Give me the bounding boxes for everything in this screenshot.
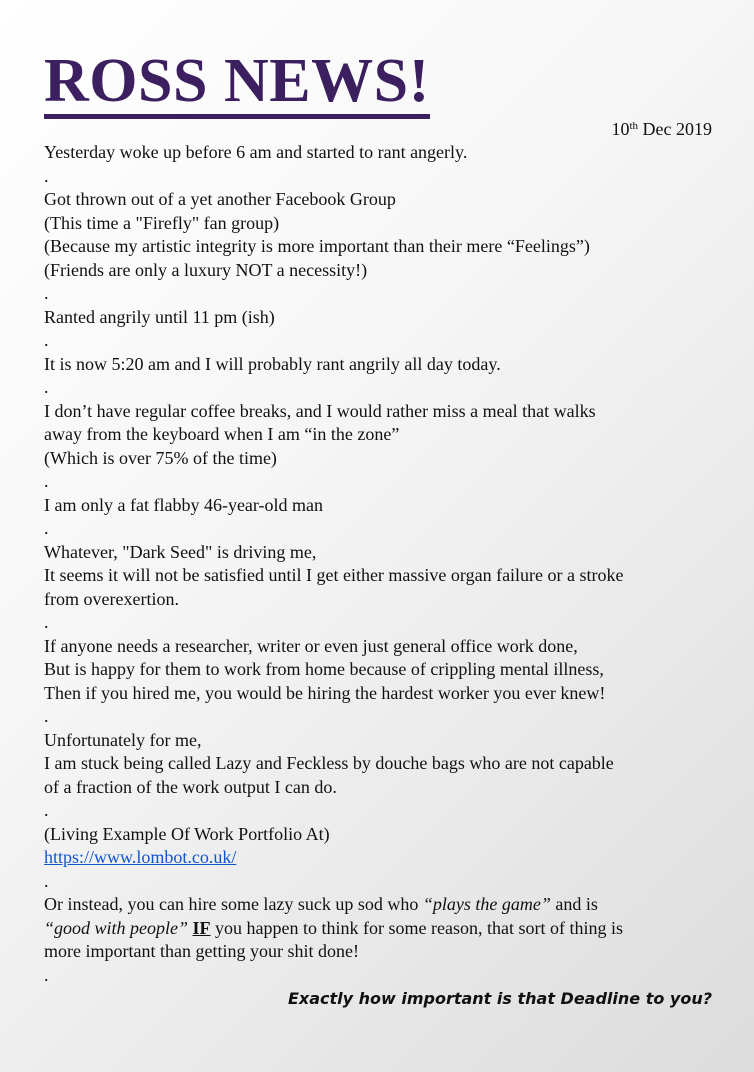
text-line: Unfortunately for me, — [44, 729, 202, 750]
text-line: It seems it will not be satisfied until I get either massive organ failure or a stroke — [44, 565, 624, 585]
text-line — [44, 917, 724, 941]
text-line: of a fraction of the work output I can do. — [44, 776, 337, 797]
text-line: (Living Example Of Work Portfolio At) — [44, 823, 330, 844]
text-line: Ranted angrily until 11 pm (ish) — [44, 306, 275, 327]
italic-quote: “plays the game” — [422, 894, 551, 914]
text-line: It is now 5:20 am and I will probably rant angrily all day today. — [44, 353, 501, 374]
separator-dot: . — [44, 964, 49, 985]
text-line: Got thrown out of a yet another Facebook Group — [44, 189, 396, 209]
italic-quote: “good with people” — [44, 917, 189, 938]
separator-dot: . — [44, 612, 49, 632]
text-line — [44, 893, 724, 917]
portfolio-link[interactable]: https://www.lombot.co.uk/ — [44, 847, 237, 867]
text-line: (Friends are only a luxury NOT a necessity!) — [44, 259, 368, 280]
date-month-year: Dec 2019 — [638, 119, 712, 139]
text-line: from overexertion. — [44, 588, 179, 609]
page-title: ROSS NEWS! — [44, 48, 430, 119]
text-line: (Because my artistic integrity is more important than their mere “Feelings”) — [44, 236, 590, 256]
text-segment: Or instead, you can hire some lazy suck up sod who — [44, 894, 423, 914]
separator-dot: . — [44, 706, 49, 726]
date-day: 10 — [611, 119, 630, 139]
text-line: (Which is over 75% of the time) — [44, 447, 277, 468]
separator-dot: . — [44, 377, 49, 397]
text-line: Whatever, "Dark Seed" is driving me, — [44, 541, 317, 562]
text-line: But is happy for them to work from home because of crippling mental illness, — [44, 659, 604, 679]
separator-dot: . — [44, 471, 49, 491]
portfolio-link-line — [44, 846, 724, 870]
text-line: If anyone needs a researcher, writer or even just general office work done, — [44, 635, 578, 656]
text-line: I am only a fat flabby 46-year-old man — [44, 494, 324, 515]
separator-dot: . — [44, 330, 49, 350]
separator-dot: . — [44, 800, 49, 820]
text-segment: you happen to think for some reason, that sort of thing is — [210, 917, 623, 938]
text-line: Then if you hired me, you would be hiring the hardest worker you ever knew! — [44, 682, 606, 703]
text-line: (This time a "Firefly" fan group) — [44, 212, 280, 233]
text-line: I don’t have regular coffee breaks, and I would rather miss a meal that walks — [44, 400, 596, 421]
text-line: I am stuck being called Lazy and Feckless by douche bags who are not capable — [44, 753, 614, 773]
bold-underlined-word: IF — [192, 917, 211, 938]
article-body — [44, 141, 724, 987]
date-suffix: th — [629, 120, 639, 132]
text-line: Yesterday woke up before 6 am and started to rant angerly. — [44, 142, 468, 162]
separator-dot: . — [44, 518, 49, 538]
separator-dot: . — [44, 870, 49, 891]
text-segment: and is — [550, 894, 598, 914]
date-label — [611, 118, 712, 140]
separator-dot: . — [44, 165, 49, 186]
text-line: away from the keyboard when I am “in the zone” — [44, 424, 400, 444]
text-line: more important than getting your shit done! — [44, 941, 359, 961]
separator-dot: . — [44, 283, 49, 303]
closing-question: Exactly how important is that Deadline to you? — [287, 989, 712, 1008]
